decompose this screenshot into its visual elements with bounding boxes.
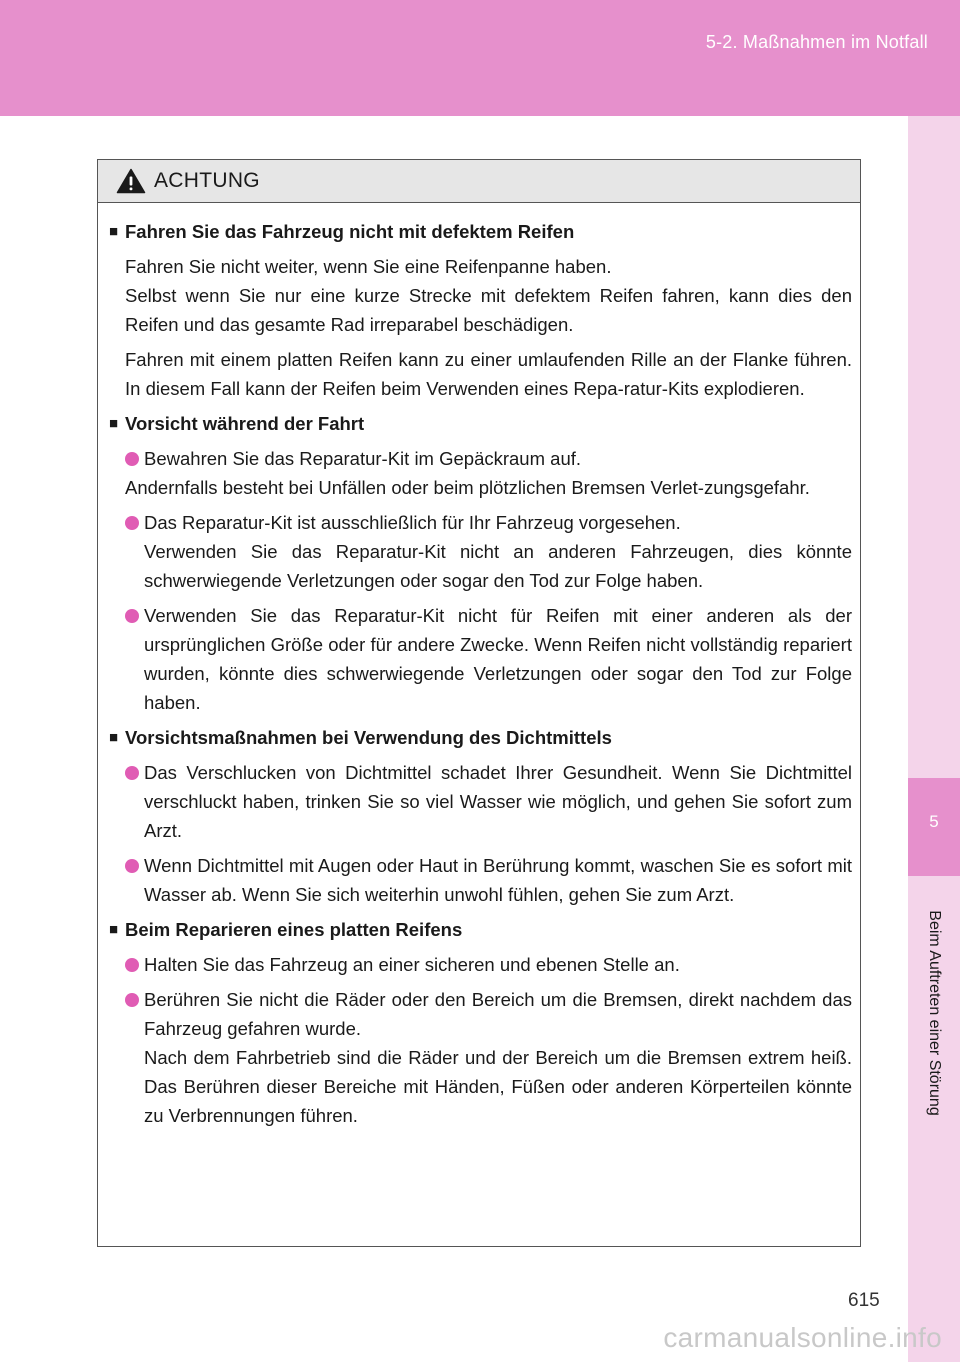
round-bullet-icon: [125, 859, 139, 873]
section-heading: ■ Fahren Sie das Fahrzeug nicht mit defektem Reifen: [109, 217, 852, 246]
chapter-title: Beim Auftreten einer Störung: [926, 910, 943, 1116]
square-bullet-icon: ■: [109, 729, 119, 746]
square-bullet-icon: ■: [109, 223, 119, 240]
page-number: 615: [848, 1290, 880, 1311]
list-item: Das Verschlucken von Dichtmittel schadet Ihrer Gesundheit. Wenn Sie Dichtmittel verschluckt haben, trinken Sie so viel Wasser wie möglich, und gehen Sie sofort zum Arzt.: [125, 758, 852, 845]
list-item: Bewahren Sie das Reparatur-Kit im Gepäckraum auf. Andernfalls besteht bei Unfällen oder beim plötzlichen Bremsen Verlet-zungsgefahr.: [125, 448, 810, 498]
section-heading: ■ Vorsicht während der Fahrt: [109, 409, 852, 438]
round-bullet-icon: [125, 609, 139, 623]
warning-box: [97, 159, 861, 1247]
square-bullet-icon: ■: [109, 415, 119, 432]
chapter-number: 5: [929, 812, 939, 831]
paragraph: Fahren mit einem platten Reifen kann zu einer umlaufenden Rille an der Flanke führen. In diesem Fall kann der Reifen beim Verwenden eines Repa-ratur-Kits explodieren.: [125, 349, 852, 399]
square-bullet-icon: ■: [109, 921, 119, 938]
section-heading: ■ Beim Reparieren eines platten Reifens: [109, 915, 852, 944]
header-band: [0, 0, 960, 116]
warning-title: ACHTUNG: [154, 169, 260, 192]
warning-body: [98, 203, 860, 1130]
list-item: Berühren Sie nicht die Räder oder den Bereich um die Bremsen, direkt nachdem das Fahrzeug gefahren wurde. Nach dem Fahrbetrieb sind die Räder und der Bereich um die Bremsen extrem heiß. Das Berühren dieser Bereiche mit Händen, Füßen oder anderen Körperteilen könnte zu Verbrennungen führen.: [125, 985, 852, 1130]
warning-header: [98, 160, 860, 203]
round-bullet-icon: [125, 516, 139, 530]
section-title: 5-2. Maßnahmen im Notfall: [705, 32, 928, 52]
list-item: Wenn Dichtmittel mit Augen oder Haut in Berührung kommt, waschen Sie es sofort mit Wasser ab. Wenn Sie sich weiterhin unwohl fühlen, gehen Sie zum Arzt.: [125, 851, 852, 909]
section-heading: ■ Vorsichtsmaßnahmen bei Verwendung des Dichtmittels: [109, 723, 852, 752]
round-bullet-icon: [125, 452, 139, 466]
paragraph: Fahren Sie nicht weiter, wenn Sie eine Reifenpanne haben. Selbst wenn Sie nur eine kurze Strecke mit defektem Reifen fahren, kann dies den Reifen und das gesamte Rad irreparabel beschädigen.: [125, 256, 852, 335]
chapter-side-band: [908, 116, 960, 1362]
list-item: Verwenden Sie das Reparatur-Kit nicht für Reifen mit einer anderen als der ursprünglichen Größe oder für andere Zwecke. Wenn Reifen nicht vollständig repariert wurden, könnte dies schwerwiegende Verletzungen oder sogar den Tod zur Folge haben.: [125, 601, 852, 717]
round-bullet-icon: [125, 958, 139, 972]
warning-triangle-icon: [116, 168, 146, 194]
list-item: Halten Sie das Fahrzeug an einer sicheren und ebenen Stelle an.: [125, 950, 852, 979]
watermark: carmanualsonline.info: [663, 1322, 942, 1353]
round-bullet-icon: [125, 766, 139, 780]
round-bullet-icon: [125, 993, 139, 1007]
list-item: Das Reparatur-Kit ist ausschließlich für Ihr Fahrzeug vorgesehen. Verwenden Sie das Reparatur-Kit nicht an anderen Fahrzeugen, dies könnte schwerwiegende Verletzungen oder sogar den Tod zur Folge haben.: [125, 508, 852, 595]
